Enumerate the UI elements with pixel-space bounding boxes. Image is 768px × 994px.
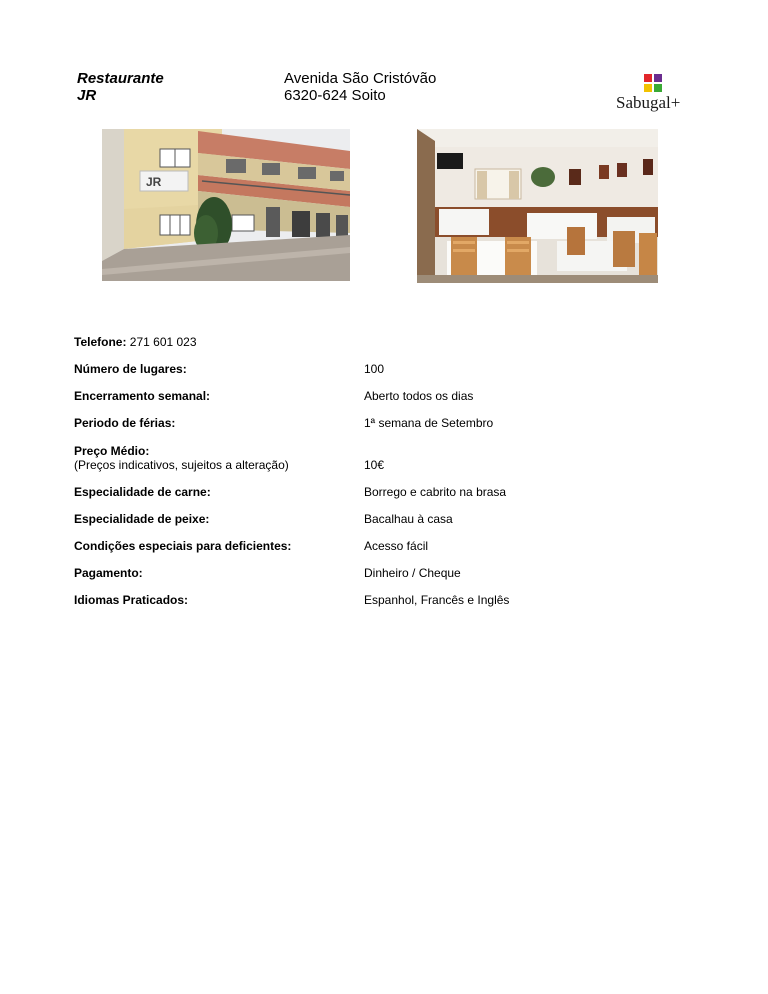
detail-value: Borrego e cabrito na brasa bbox=[364, 485, 507, 499]
phone-number: 271 601 023 bbox=[129, 335, 197, 349]
detail-value: 1ª semana de Setembro bbox=[364, 416, 494, 430]
restaurant-name-line2: JR bbox=[77, 87, 97, 104]
detail-label: Condições especiais para deficientes: bbox=[74, 539, 292, 553]
detail-value: Espanhol, Francês e Inglês bbox=[364, 593, 510, 607]
address-postcode: 6320-624 Soito bbox=[284, 87, 386, 104]
detail-value: 10€ bbox=[364, 458, 385, 472]
detail-label: Especialidade de carne: bbox=[74, 485, 211, 499]
restaurant-name bbox=[77, 70, 164, 104]
building-photo bbox=[102, 129, 350, 281]
detail-value: Bacalhau à casa bbox=[364, 512, 453, 526]
detail-value: Aberto todos os dias bbox=[364, 389, 474, 403]
dining-room-photo bbox=[417, 129, 658, 283]
svg-text:JR: JR bbox=[146, 175, 162, 189]
detail-label: Especialidade de peixe: bbox=[74, 512, 210, 526]
detail-row-average-price bbox=[74, 444, 694, 474]
logo-text: Sabugal+ bbox=[616, 93, 681, 112]
detail-label: Idiomas Praticados: bbox=[74, 593, 189, 607]
detail-label bbox=[74, 444, 289, 472]
detail-label: Periodo de férias: bbox=[74, 416, 176, 430]
phone-label: Telefone: bbox=[74, 335, 127, 349]
phone-line bbox=[74, 335, 197, 349]
detail-label: Pagamento: bbox=[74, 566, 143, 580]
detail-label: Encerramento semanal: bbox=[74, 389, 211, 403]
address-street: Avenida São Cristóvão bbox=[284, 70, 437, 87]
detail-sublabel: (Preços indicativos, sujeitos a alteração) bbox=[74, 458, 289, 472]
detail-label: Número de lugares: bbox=[74, 362, 187, 376]
sabugal-cross-icon bbox=[642, 72, 664, 94]
detail-label-text: Preço Médio: bbox=[74, 444, 150, 458]
sabugal-logo bbox=[616, 72, 692, 114]
detail-value: Dinheiro / Cheque bbox=[364, 566, 461, 580]
restaurant-name-line1: Restaurante bbox=[77, 70, 164, 87]
detail-value: Acesso fácil bbox=[364, 539, 429, 553]
restaurant-address bbox=[284, 70, 436, 104]
detail-value: 100 bbox=[364, 362, 385, 376]
